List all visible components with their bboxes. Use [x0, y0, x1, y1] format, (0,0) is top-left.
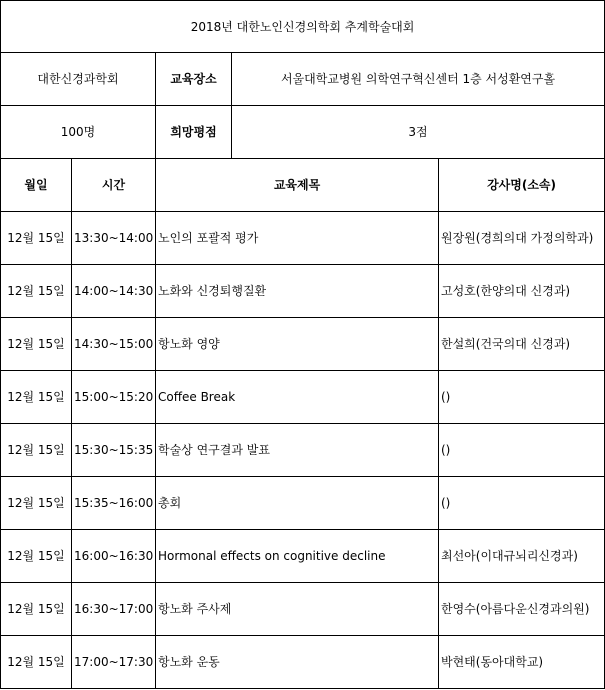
- organizer: 대한신경과학회: [1, 53, 156, 106]
- session-lecturer: 고성호(한양의대 신경과): [439, 265, 605, 318]
- venue-label: 교육장소: [156, 53, 232, 106]
- table-row: [1, 530, 605, 583]
- table-row: [1, 424, 605, 477]
- header-date: 월일: [1, 159, 72, 212]
- session-lecturer: (): [439, 424, 605, 477]
- course-title: 2018년 대한노인신경의학회 추계학술대회: [1, 1, 605, 53]
- session-subject: 노인의 포괄적 평가: [156, 212, 439, 265]
- session-subject: 항노화 운동: [156, 636, 439, 689]
- session-date: 12월 15일: [1, 530, 72, 583]
- capacity: 100명: [1, 106, 156, 159]
- session-date: 12월 15일: [1, 318, 72, 371]
- session-time: 13:30~14:00: [72, 212, 156, 265]
- session-date: 12월 15일: [1, 636, 72, 689]
- header-subject: 교육제목: [156, 159, 439, 212]
- session-subject: 학술상 연구결과 발표: [156, 424, 439, 477]
- session-date: 12월 15일: [1, 477, 72, 530]
- session-time: 17:00~17:30: [72, 636, 156, 689]
- session-date: 12월 15일: [1, 212, 72, 265]
- session-time: 15:00~15:20: [72, 371, 156, 424]
- session-subject: 항노화 영양: [156, 318, 439, 371]
- venue: 서울대학교병원 의학연구혁신센터 1층 서성환연구홀: [232, 53, 605, 106]
- session-date: 12월 15일: [1, 424, 72, 477]
- session-time: 16:30~17:00: [72, 583, 156, 636]
- session-time: 15:30~15:35: [72, 424, 156, 477]
- header-time: 시간: [72, 159, 156, 212]
- header-row: [1, 159, 605, 212]
- session-time: 15:35~16:00: [72, 477, 156, 530]
- session-subject: Coffee Break: [156, 371, 439, 424]
- session-lecturer: 원장원(경희의대 가정의학과): [439, 212, 605, 265]
- credit-label: 희망평점: [156, 106, 232, 159]
- session-time: 14:00~14:30: [72, 265, 156, 318]
- table-row: [1, 318, 605, 371]
- table-row: [1, 265, 605, 318]
- session-subject: 노화와 신경퇴행질환: [156, 265, 439, 318]
- session-date: 12월 15일: [1, 371, 72, 424]
- session-time: 14:30~15:00: [72, 318, 156, 371]
- session-date: 12월 15일: [1, 265, 72, 318]
- header-lecturer: 강사명(소속): [439, 159, 605, 212]
- session-lecturer: 한영수(아름다운신경과의원): [439, 583, 605, 636]
- session-lecturer: 한설희(건국의대 신경과): [439, 318, 605, 371]
- session-subject: 항노화 주사제: [156, 583, 439, 636]
- session-lecturer: 최선아(이대규뇌리신경과): [439, 530, 605, 583]
- table-row: [1, 212, 605, 265]
- session-subject: 총회: [156, 477, 439, 530]
- session-subject: Hormonal effects on cognitive decline: [156, 530, 439, 583]
- session-lecturer: (): [439, 371, 605, 424]
- credit: 3점: [232, 106, 605, 159]
- table-row: [1, 636, 605, 689]
- session-date: 12월 15일: [1, 583, 72, 636]
- session-time: 16:00~16:30: [72, 530, 156, 583]
- session-lecturer: (): [439, 477, 605, 530]
- table-row: [1, 477, 605, 530]
- session-lecturer: 박현태(동아대학교): [439, 636, 605, 689]
- table-row: [1, 371, 605, 424]
- table-row: [1, 583, 605, 636]
